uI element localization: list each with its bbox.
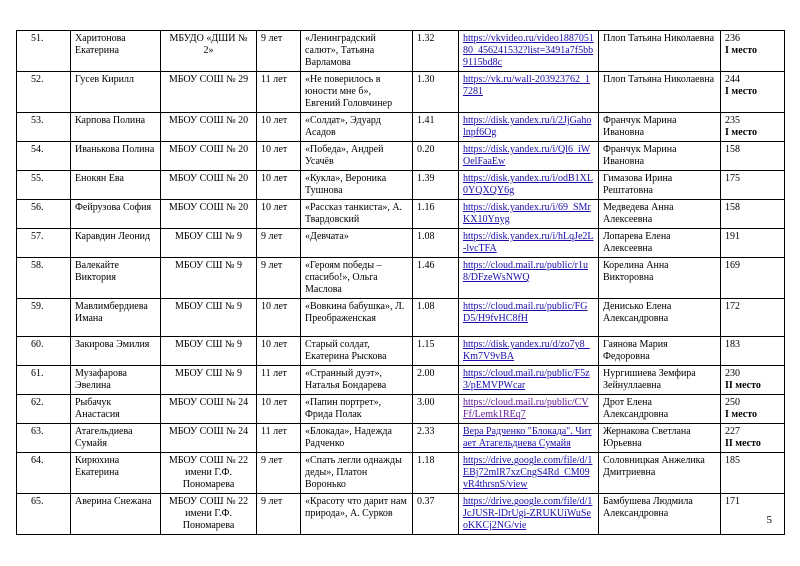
page-number: 5 xyxy=(766,514,772,526)
score-cell xyxy=(721,395,785,424)
work-title: «Девчата» xyxy=(301,229,413,258)
table-row xyxy=(17,424,785,453)
row-number: 54. xyxy=(17,142,71,171)
score-value: 171 xyxy=(725,496,740,507)
work-title: «Ленинградский салют», Татьяна Варламова xyxy=(301,31,413,72)
video-link[interactable]: https://disk.yandex.ru/i/odB1XL0YQXQY6g xyxy=(459,171,599,200)
duration: 3.00 xyxy=(413,395,459,424)
duration: 1.08 xyxy=(413,229,459,258)
teacher-name: Медведева Анна Алексеевна xyxy=(599,200,721,229)
score-cell xyxy=(721,337,785,366)
participant-age: 9 лет xyxy=(257,258,301,299)
duration: 0.20 xyxy=(413,142,459,171)
duration: 1.46 xyxy=(413,258,459,299)
participant-age: 10 лет xyxy=(257,395,301,424)
row-number: 53. xyxy=(17,113,71,142)
teacher-name: Франчук Марина Ивановна xyxy=(599,142,721,171)
participant-age: 10 лет xyxy=(257,299,301,337)
participant-age: 9 лет xyxy=(257,229,301,258)
video-link[interactable]: https://cloud.mail.ru/public/F5z3/pEMVPWcar xyxy=(459,366,599,395)
score-cell xyxy=(721,31,785,72)
participant-age: 9 лет xyxy=(257,31,301,72)
participant-name: Аверина Снежана xyxy=(71,494,161,535)
score-value: 191 xyxy=(725,231,740,242)
video-link[interactable]: https://cloud.mail.ru/public/CVFf/Lemk1REq7 xyxy=(459,395,599,424)
table-row xyxy=(17,366,785,395)
participant-name: Иванькова Полина xyxy=(71,142,161,171)
row-number: 57. xyxy=(17,229,71,258)
school-name: МБУДО «ДШИ № 2» xyxy=(161,31,257,72)
score-cell xyxy=(721,366,785,395)
table-row xyxy=(17,31,785,72)
school-name: МБОУ СОШ № 29 xyxy=(161,72,257,113)
work-title: «Папин портрет», Фрида Полак xyxy=(301,395,413,424)
row-number: 64. xyxy=(17,453,71,494)
school-name: МБОУ СОШ № 20 xyxy=(161,200,257,229)
teacher-name: Гимазова Ирина Рештатовна xyxy=(599,171,721,200)
table-row xyxy=(17,337,785,366)
school-name: МБОУ СОШ № 20 xyxy=(161,113,257,142)
duration: 1.08 xyxy=(413,299,459,337)
duration: 1.39 xyxy=(413,171,459,200)
score-cell xyxy=(721,200,785,229)
table-row xyxy=(17,299,785,337)
table-row xyxy=(17,142,785,171)
table-row xyxy=(17,494,785,535)
participant-name: Кирюхина Екатерина xyxy=(71,453,161,494)
work-title: «Рассказ танкиста», А. Твардовский xyxy=(301,200,413,229)
work-title: Старый солдат, Екатерина Рыскова xyxy=(301,337,413,366)
score-value: 158 xyxy=(725,144,740,155)
teacher-name: Дрот Елена Александровна xyxy=(599,395,721,424)
teacher-name: Плоп Татьяна Николаевна xyxy=(599,72,721,113)
duration: 2.33 xyxy=(413,424,459,453)
school-name: МБОУ СШ № 9 xyxy=(161,258,257,299)
duration: 1.16 xyxy=(413,200,459,229)
score-cell xyxy=(721,494,785,535)
school-name: МБОУ СШ № 9 xyxy=(161,337,257,366)
teacher-name: Гаянова Мария Федоровна xyxy=(599,337,721,366)
table-row xyxy=(17,453,785,494)
place-award: II место xyxy=(725,380,761,391)
work-title: «Вовкина бабушка», Л. Преображенская xyxy=(301,299,413,337)
participant-age: 10 лет xyxy=(257,337,301,366)
teacher-name: Корелина Анна Викторовна xyxy=(599,258,721,299)
participant-age: 10 лет xyxy=(257,171,301,200)
video-link[interactable]: https://drive.google.com/file/d/1JcJUSR-lDrUgi-ZRUKUiWuSeoKKCj2NG/vie xyxy=(459,494,599,535)
row-number: 52. xyxy=(17,72,71,113)
video-link[interactable]: https://disk.yandex.ru/i/2JjGaholnpf6Og xyxy=(459,113,599,142)
work-title: «Кукла», Вероника Тушнова xyxy=(301,171,413,200)
school-name: МБОУ СОШ № 24 xyxy=(161,395,257,424)
score-value: 172 xyxy=(725,301,740,312)
participant-age: 9 лет xyxy=(257,494,301,535)
teacher-name: Соловницкая Анжелика Дмитриевна xyxy=(599,453,721,494)
participant-age: 11 лет xyxy=(257,72,301,113)
video-link[interactable]: https://disk.yandex.ru/i/69_SMrKX10Ynyg xyxy=(459,200,599,229)
teacher-name: Плоп Татьяна Николаевна xyxy=(599,31,721,72)
table-row xyxy=(17,395,785,424)
video-link[interactable]: https://disk.yandex.ru/i/hLqJe2L-lvcTFA xyxy=(459,229,599,258)
teacher-name: Бамбушева Людмила Александровна xyxy=(599,494,721,535)
score-value: 250 xyxy=(725,397,740,408)
table-row xyxy=(17,171,785,200)
row-number: 58. xyxy=(17,258,71,299)
score-value: 169 xyxy=(725,260,740,271)
participant-age: 11 лет xyxy=(257,366,301,395)
duration: 1.15 xyxy=(413,337,459,366)
video-link[interactable]: https://disk.yandex.ru/d/zo7y8_Km7V9vBA xyxy=(459,337,599,366)
place-award: I место xyxy=(725,409,757,420)
participant-age: 10 лет xyxy=(257,113,301,142)
score-cell xyxy=(721,258,785,299)
participant-name: Харитонова Екатерина xyxy=(71,31,161,72)
teacher-name: Жернакова Светлана Юрьевна xyxy=(599,424,721,453)
score-value: 175 xyxy=(725,173,740,184)
score-cell xyxy=(721,424,785,453)
work-title: «Героям победы – спасибо!», Ольга Маслова xyxy=(301,258,413,299)
table-row xyxy=(17,258,785,299)
score-value: 236 xyxy=(725,33,740,44)
participant-name: Фейрузова София xyxy=(71,200,161,229)
participant-name: Музафарова Эвелина xyxy=(71,366,161,395)
table-row xyxy=(17,200,785,229)
duration: 1.32 xyxy=(413,31,459,72)
row-number: 51. xyxy=(17,31,71,72)
participant-name: Мавлимбердиева Имана xyxy=(71,299,161,337)
work-title: «Блокада», Надежда Радченко xyxy=(301,424,413,453)
school-name: МБОУ СШ № 9 xyxy=(161,299,257,337)
score-value: 244 xyxy=(725,74,740,85)
row-number: 60. xyxy=(17,337,71,366)
row-number: 62. xyxy=(17,395,71,424)
video-link[interactable]: https://vk.ru/wall-203923762_17281 xyxy=(459,72,599,113)
score-cell xyxy=(721,299,785,337)
score-value: 158 xyxy=(725,202,740,213)
participant-name: Каравдин Леонид xyxy=(71,229,161,258)
place-award: I место xyxy=(725,45,757,56)
score-value: 230 xyxy=(725,368,740,379)
participant-name: Карпова Полина xyxy=(71,113,161,142)
work-title: «Странный дуэт», Наталья Бондарева xyxy=(301,366,413,395)
participant-name: Атагельдиева Сумайя xyxy=(71,424,161,453)
work-title: «Не поверилось в юности мне б», Евгений Головчинер xyxy=(301,72,413,113)
score-cell xyxy=(721,453,785,494)
teacher-name: Денисько Елена Александровна xyxy=(599,299,721,337)
participant-name: Гусев Кирилл xyxy=(71,72,161,113)
table-row xyxy=(17,229,785,258)
work-title: «Солдат», Эдуард Асадов xyxy=(301,113,413,142)
score-cell xyxy=(721,72,785,113)
work-title: «Красоту что дарит нам природа», А. Сурков xyxy=(301,494,413,535)
school-name: МБОУ СОШ № 24 xyxy=(161,424,257,453)
row-number: 56. xyxy=(17,200,71,229)
score-value: 235 xyxy=(725,115,740,126)
video-link[interactable]: https://drive.google.com/file/d/1EBj72mlR7xzCngS4Rd_CM09vR4thrsnS/view xyxy=(459,453,599,494)
school-name: МБОУ СОШ № 22 имени Г.Ф. Пономарева xyxy=(161,453,257,494)
results-table xyxy=(16,30,785,535)
score-cell xyxy=(721,142,785,171)
score-cell xyxy=(721,171,785,200)
score-cell xyxy=(721,113,785,142)
row-number: 63. xyxy=(17,424,71,453)
participant-name: Валекайте Виктория xyxy=(71,258,161,299)
teacher-name: Лопарева Елена Алексеевна xyxy=(599,229,721,258)
duration: 1.30 xyxy=(413,72,459,113)
video-link[interactable]: https://vkvideo.ru/video188705180_456241532?list=3491a7f5bb9115bd8c xyxy=(459,31,599,72)
school-name: МБОУ СШ № 9 xyxy=(161,366,257,395)
table-row xyxy=(17,113,785,142)
work-title: «Спать легли однажды деды», Платон Воронько xyxy=(301,453,413,494)
participant-name: Енокян Ева xyxy=(71,171,161,200)
duration: 1.18 xyxy=(413,453,459,494)
score-value: 183 xyxy=(725,339,740,350)
participant-age: 10 лет xyxy=(257,200,301,229)
duration: 2.00 xyxy=(413,366,459,395)
work-title: «Победа», Андрей Усачёв xyxy=(301,142,413,171)
duration: 1.41 xyxy=(413,113,459,142)
school-name: МБОУ СОШ № 22 имени Г.Ф. Пономарева xyxy=(161,494,257,535)
teacher-name: Франчук Марина Ивановна xyxy=(599,113,721,142)
row-number: 61. xyxy=(17,366,71,395)
table-row xyxy=(17,72,785,113)
place-award: I место xyxy=(725,86,757,97)
duration: 0.37 xyxy=(413,494,459,535)
video-link[interactable]: https://cloud.mail.ru/public/FGD5/H9fvHC8fH xyxy=(459,299,599,337)
score-cell xyxy=(721,229,785,258)
video-link[interactable]: https://cloud.mail.ru/public/r1u8/DFzeWsNWQ xyxy=(459,258,599,299)
video-link[interactable]: Вера Радченко "Блокада". Читает Атагельдиева Сумайя xyxy=(459,424,599,453)
participant-name: Рыбачук Анастасия xyxy=(71,395,161,424)
score-value: 227 xyxy=(725,426,740,437)
school-name: МБОУ СОШ № 20 xyxy=(161,142,257,171)
video-link[interactable]: https://disk.yandex.ru/i/Ql6_iWOelFaaEw xyxy=(459,142,599,171)
score-value: 185 xyxy=(725,455,740,466)
row-number: 59. xyxy=(17,299,71,337)
school-name: МБОУ СШ № 9 xyxy=(161,229,257,258)
place-award: I место xyxy=(725,127,757,138)
participant-age: 11 лет xyxy=(257,424,301,453)
row-number: 55. xyxy=(17,171,71,200)
school-name: МБОУ СОШ № 20 xyxy=(161,171,257,200)
participant-age: 10 лет xyxy=(257,142,301,171)
participant-age: 9 лет xyxy=(257,453,301,494)
teacher-name: Нургишиева Земфира Зейнуллаевна xyxy=(599,366,721,395)
place-award: II место xyxy=(725,438,761,449)
participant-name: Закирова Эмилия xyxy=(71,337,161,366)
row-number: 65. xyxy=(17,494,71,535)
